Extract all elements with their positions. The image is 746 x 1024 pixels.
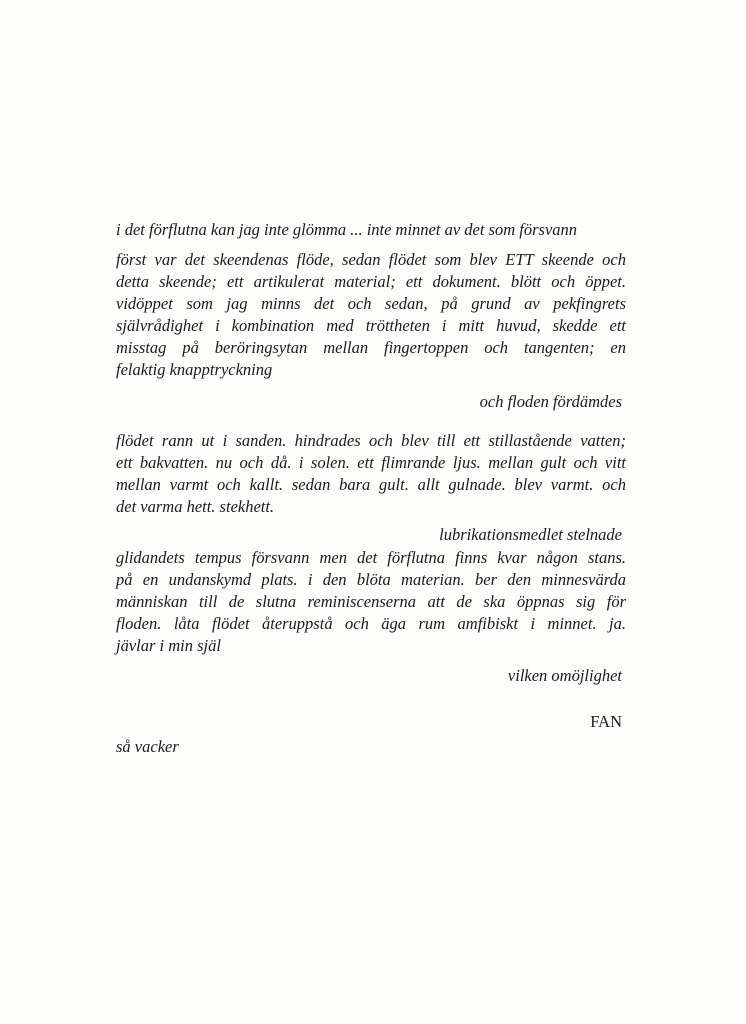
exclamation-line: FAN bbox=[590, 712, 622, 731]
paragraph-2-line-3: mellan varmt och kallt. sedan bara gult. allt gulnade. blev varmt. och bbox=[116, 475, 626, 494]
paragraph-3-line-4: floden. låta flödet återuppstå och äga rum amfibiskt i minnet. ja. bbox=[116, 614, 626, 633]
paragraph-1-line-3: vidöppet som jag minns det och sedan, på grund av pekfingrets bbox=[116, 294, 626, 313]
paragraph-2-line-2: ett bakvatten. nu och då. i solen. ett flimrande ljus. mellan gult och vitt bbox=[116, 453, 626, 472]
paragraph-2-line-1: flödet rann ut i sanden. hindrades och blev till ett stillastående vatten; bbox=[116, 431, 626, 450]
aside-line-2: lubrikationsmedlet stelnade bbox=[439, 525, 622, 544]
paragraph-1-line-1: först var det skeendenas flöde, sedan flödet som blev ETT skeende och bbox=[116, 250, 626, 269]
paragraph-1-line-4: självrådighet i kombination med tröttheten i mitt huvud, skedde ett bbox=[116, 316, 626, 335]
aside-line-3: vilken omöjlighet bbox=[507, 666, 622, 685]
paragraph-1-line-2: detta skeende; ett artikulerat material; ett dokument. blött och öppet. bbox=[116, 272, 626, 291]
paragraph-3-line-3: människan till de slutna reminiscenserna att de ska öppnas sig för bbox=[116, 592, 626, 611]
paragraph-1-line-6: felaktig knapptryckning bbox=[116, 360, 273, 379]
paragraph-1-line-5: misstag på beröringsytan mellan fingertoppen och tangenten; en bbox=[116, 338, 626, 357]
paragraph-2-line-4: det varma hett. stekhett. bbox=[116, 497, 275, 516]
aside-line-1: och floden fördämdes bbox=[479, 392, 622, 411]
closing-line: så vacker bbox=[116, 737, 179, 756]
paragraph-3-line-2: på en undanskymd plats. i den blöta materian. ber den minnesvärda bbox=[116, 570, 626, 589]
opening-line: i det förflutna kan jag inte glömma ... inte minnet av det som försvann bbox=[116, 220, 578, 239]
paragraph-3-line-1: glidandets tempus försvann men det förflutna finns kvar någon stans. bbox=[116, 548, 626, 567]
paragraph-3-line-5: jävlar i min själ bbox=[116, 636, 221, 655]
